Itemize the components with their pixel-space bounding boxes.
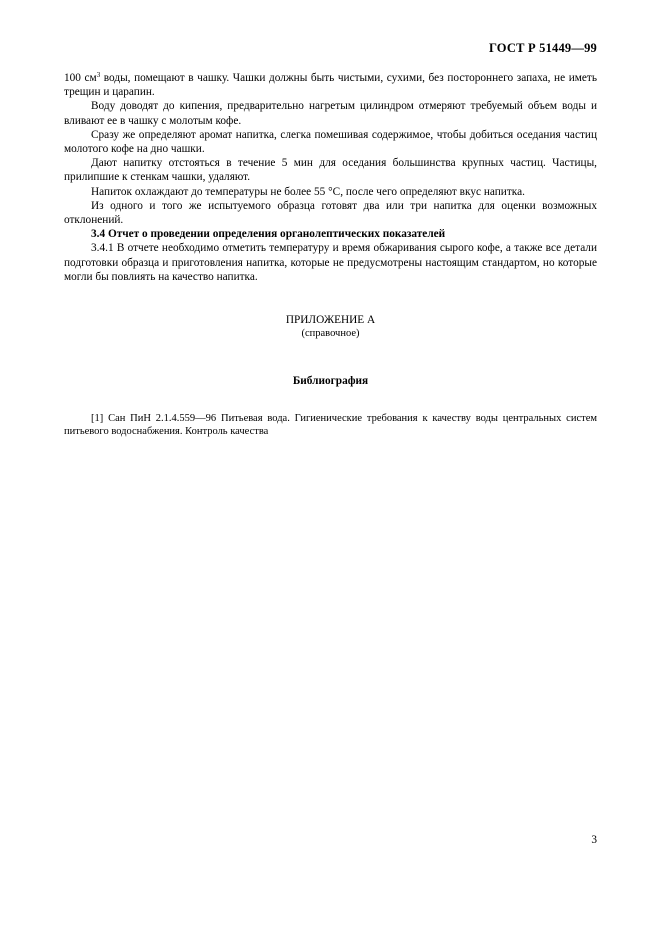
appendix-heading (64, 314, 597, 340)
paragraph-2: Воду доводят до кипения, предварительно нагретым цилиндром отмеряют требуемый объем воды и вливают ее в чашку с молотым кофе. (64, 100, 597, 127)
appendix-title: ПРИЛОЖЕНИЕ А (285, 314, 376, 326)
paragraph-5: Напиток охлаждают до температуры не более 55 °С, после чего определяют вкус напитка. (91, 185, 525, 198)
paragraph-6: Из одного и того же испытуемого образца готовят два или три напитка для оценки возможных отклонений. (64, 199, 597, 227)
bibliography-title: Библиография (292, 375, 369, 387)
paragraph-1 (64, 71, 597, 99)
page-number: 3 (591, 834, 597, 846)
p1-start: 100 см (64, 72, 97, 84)
paragraph-3: Сразу же определяют аромат напитка, слегка помешивая содержимое, чтобы добиться оседания частиц молотого кофе на дно чашки. (64, 128, 597, 156)
body-text (64, 71, 597, 284)
bibliography-item: [1] Сан ПиН 2.1.4.559—96 Питьевая вода. Гигиенические требования к качеству воды центральных систем питьевого водоснабжения. Контроль качества (64, 413, 597, 437)
appendix-subtitle: (справочное) (301, 328, 360, 339)
superscript-3: 3 (96, 71, 101, 79)
standard-code: ГОСТ Р 51449—99 (488, 41, 597, 55)
section-heading-3-4: 3.4 Отчет о проведении определения органолептических показателей (91, 228, 446, 241)
paragraph-3-4-1: 3.4.1 В отчете необходимо отметить температуру и время обжаривания сырого кофе, а также все детали подготовки образца и приготовления напитка, которые не предусмотрены настоящим стандартом, но которые могли бы повлиять на качество напитка. (64, 242, 597, 283)
p1-end: воды, помещают в чашку. Чашки должны быть чистыми, сухими, без постороннего запаха, не иметь трещин и царапин. (64, 72, 597, 99)
paragraph-4: Дают напитку отстояться в течение 5 мин для оседания большинства крупных частиц. Частицы, прилипшие к стенкам чашки, удаляют. (64, 157, 597, 184)
